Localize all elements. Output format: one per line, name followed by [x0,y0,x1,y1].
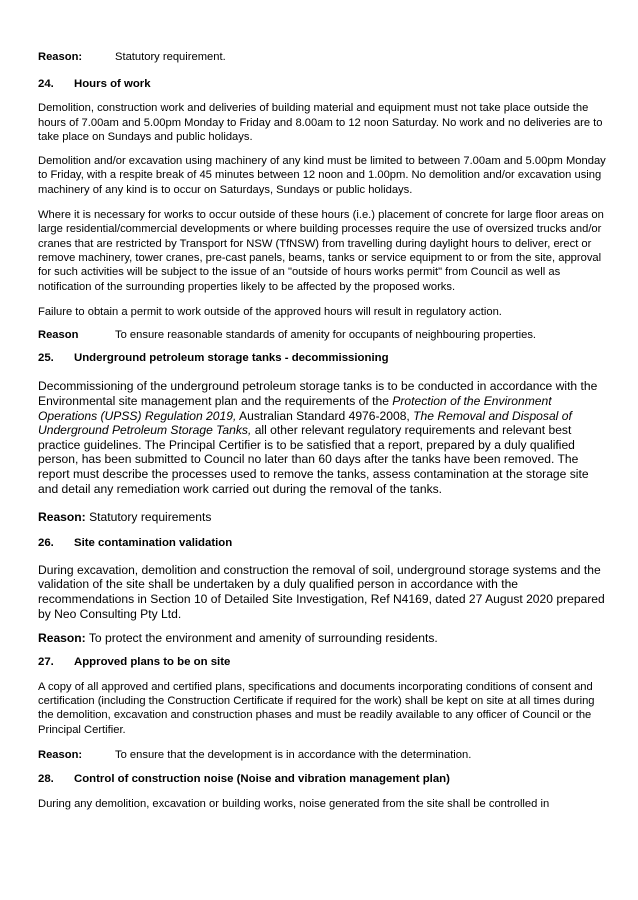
heading-title: Control of construction noise (Noise and vibration management plan) [74,773,450,786]
heading-24 [38,78,606,90]
italic-regulation: Protection of the Environment Operations (UPSS) Regulation 2019, [38,394,552,423]
reason-text: Statutory requirements [85,510,212,525]
paragraph-25-1 [38,379,606,496]
heading-27 [38,656,606,668]
reason-label: Reason [38,329,79,342]
reason-text: To protect the environment and amenity of surrounding residents. [85,631,438,646]
paragraph-24-4: Failure to obtain a permit to work outside of the approved hours will result in regulatory action. [38,305,502,318]
reason-26 [38,631,606,646]
reason-label: Reason: [38,510,86,525]
heading-title: Underground petroleum storage tanks - decommissioning [74,352,389,365]
reason-24 [38,328,606,342]
heading-number: 27. [38,655,54,668]
italic-standard-title: The Removal and Disposal of Underground Petroleum Storage Tanks, [38,408,572,438]
document-page [38,50,606,812]
paragraph-24-2: Demolition and/or excavation using machinery of any kind must be limited to between 7.00am and 5.00pm Monday to Friday, with a respite break of 45 minutes between 12 noon and 1.00pm. No demolition and/or excavation using machinery of any kind is to occur on Saturdays, Sundays or public holidays. [38,155,606,196]
reason-statutory-requirement [38,50,606,64]
paragraph-24-3: Where it is necessary for works to occur outside of these hours (i.e.) placement of concrete for large floor areas on large residential/commercial developments or where building processes require the use of oversized trucks and/or cranes that are restricted by Transport for NSW (TfNSW) from travelling during daylight hours to deliver, erect or remove machinery, tower cranes, pre-cast panels, beams, tanks or service equipment to or from the site, approval for such activities will be subject to the issue of an "outside of hours works permit" from Council as well as notification of the surrounding properties likely to be affected by the proposed works. [38,209,604,293]
reason-label: Reason: [38,51,83,63]
heading-title: Site contamination validation [74,536,233,549]
paragraph-26-1: During excavation, demolition and construction the removal of soil, underground storage systems and the validation of the site shall be undertaken by a duly qualified person in accordance with the recommendations in Section 10 of Detailed Site Investigation, Ref N4169, dated 27 August 2020 prepared by Neo Consulting Pty Ltd. [38,562,605,621]
heading-28 [38,773,606,785]
heading-title: Approved plans to be on site [74,655,231,668]
heading-number: 24. [38,78,54,91]
paragraph-28-1: During any demolition, excavation or building works, noise generated from the site shall be controlled in [38,798,550,811]
heading-number: 26. [38,536,54,549]
paragraph-27-1: A copy of all approved and certified plans, specifications and documents incorporating conditions of consent and certification (including the Construction Certificate if required for the work) shall be kept on site at all times during the demolition, excavation and construction phases and must be readily available to any officer of Council or the Principal Certifier. [38,680,595,736]
reason-label: Reason: [38,631,86,646]
reason-25 [38,510,606,525]
reason-text: Statutory requirement. [115,51,226,63]
reason-27 [38,748,606,762]
reason-text: To ensure that the development is in accordance with the determination. [115,748,472,761]
heading-title: Hours of work [74,78,151,91]
heading-25 [38,352,606,364]
heading-number: 28. [38,773,54,786]
text-run: all other relevant regulatory requirements and relevant best practice guidelines. The Principal Certifier is to be satisfied that a report, prepared by a duly qualified person, has been submitted to Council no later than 60 days after the tanks have been removed. The report must describe the processes used to remove the tanks, assess contamination at the storage site and detail any remediation work carried out during the removal of the tanks. [38,423,589,496]
text-run: Australian Standard 4976-2008, [236,408,414,423]
reason-text: To ensure reasonable standards of amenity for occupants of neighbouring properties. [115,329,537,342]
heading-number: 25. [38,352,54,365]
heading-26 [38,537,606,549]
paragraph-24-1: Demolition, construction work and deliveries of building material and equipment must not take place outside the hours of 7.00am and 5.00pm Monday to Friday and 8.00am to 12 noon Saturday. No work and no deliveries are to take place on Sundays and public holidays. [38,102,603,143]
text-run: Decommissioning of the underground petroleum storage tanks is to be conducted in accordance with the Environmental site management plan and the requirements of the [38,379,598,409]
reason-label: Reason: [38,748,83,761]
